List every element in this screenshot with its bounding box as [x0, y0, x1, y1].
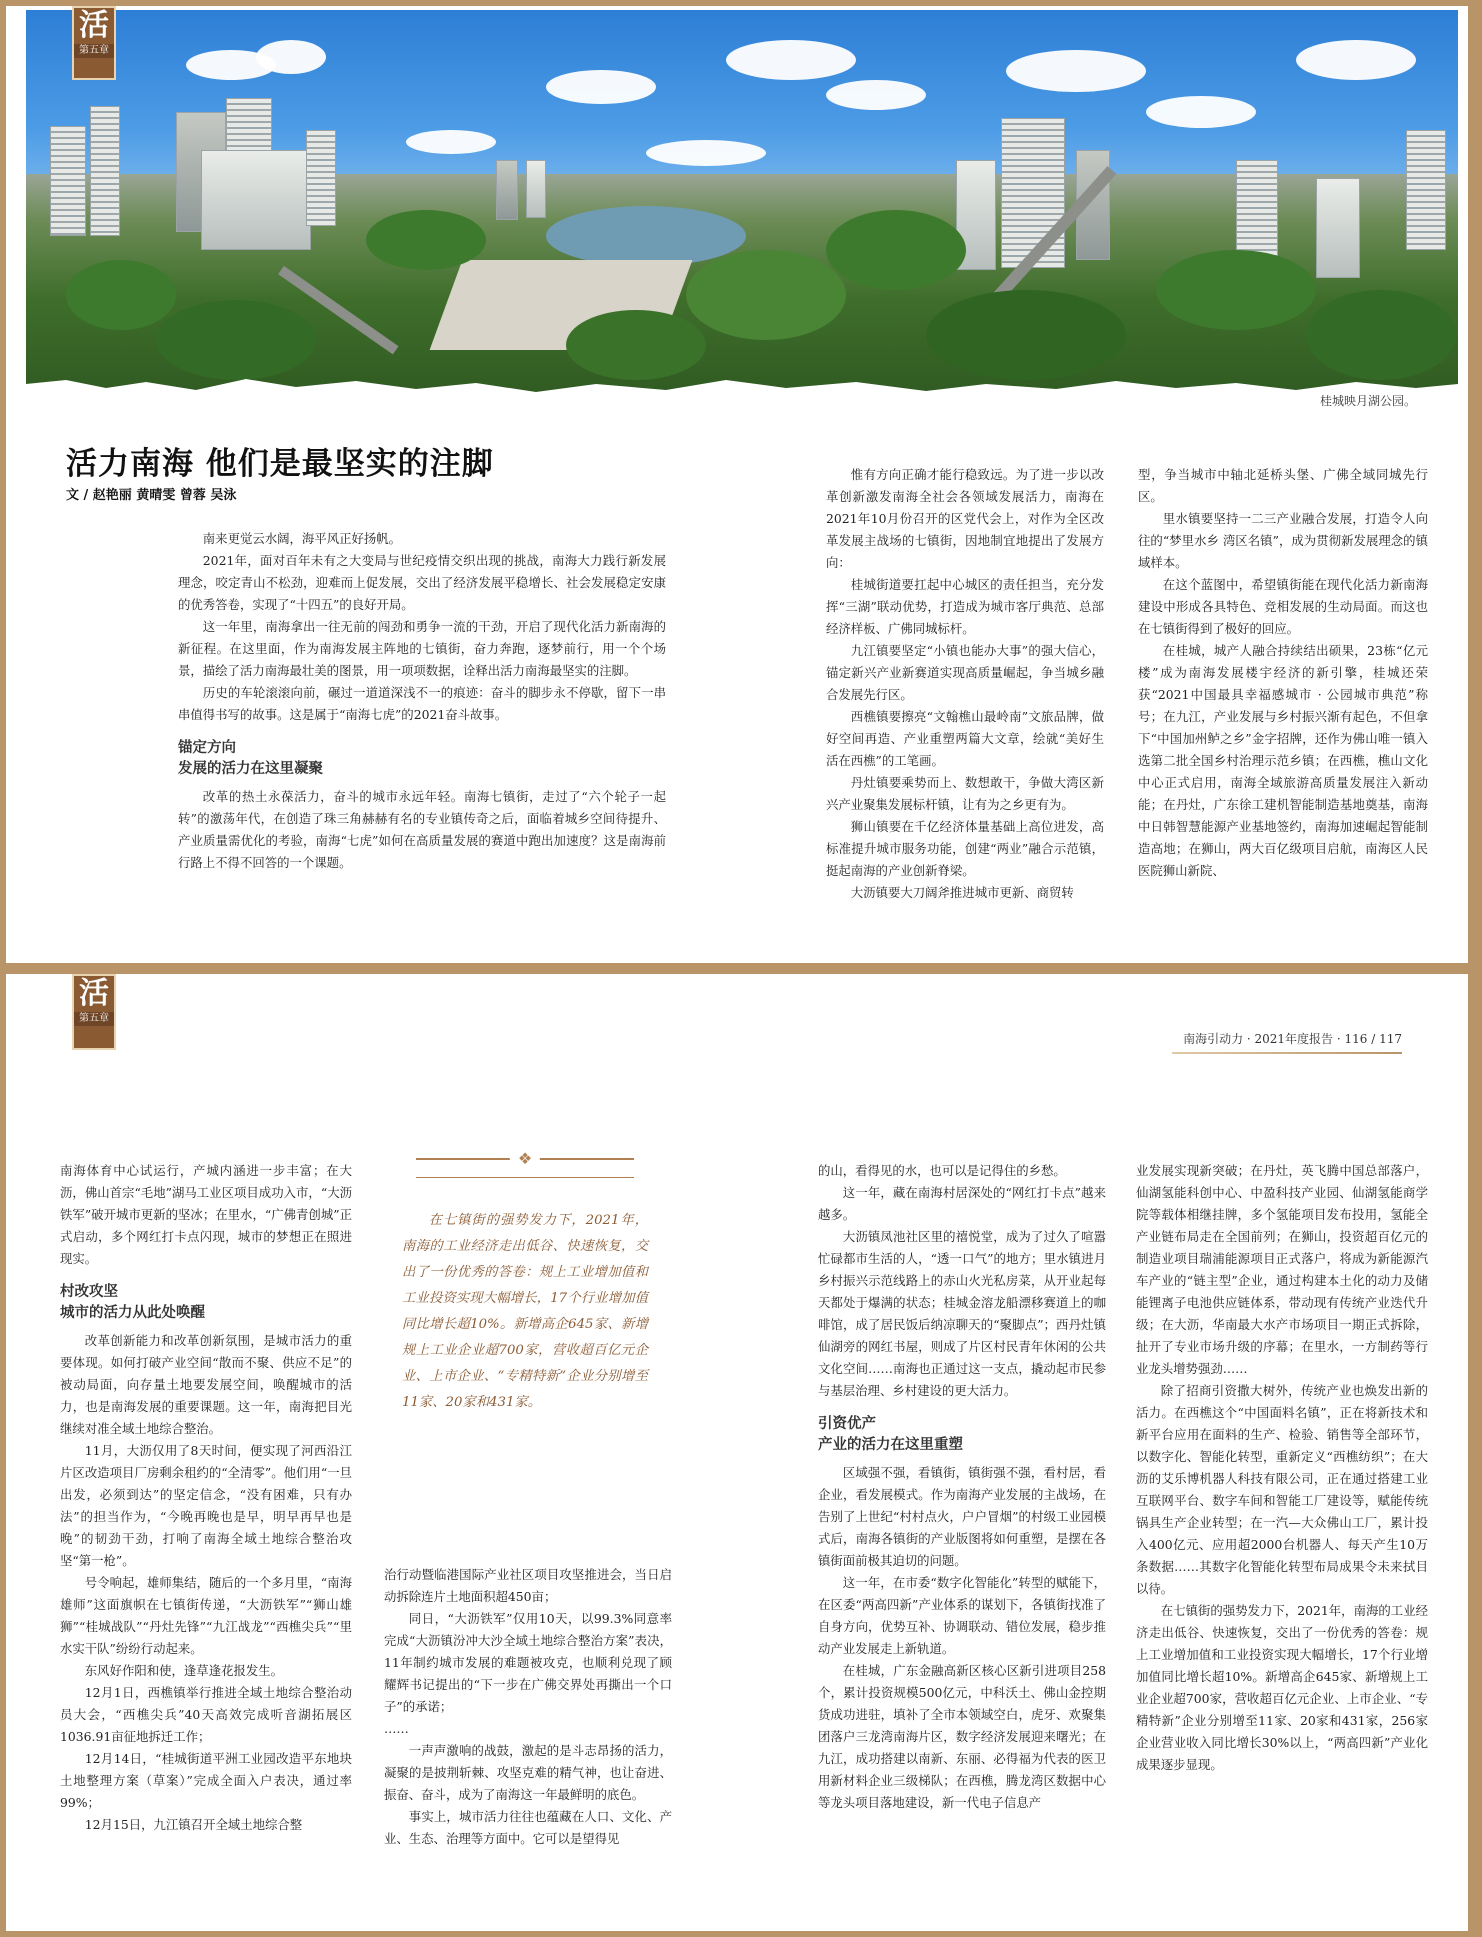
paragraph: 改革创新能力和改革创新氛围，是城市活力的重要体现。如何打破产业空间“散而不聚、供应不足”的被动局面，向存量土地要发展空间，唤醒城市的活力，也是南海发展的重要课题。这一年，南海把目光继续对准全域土地综合整治。	[60, 1333, 352, 1436]
paragraph: 业发展实现新突破；在丹灶，英飞腾中国总部落户，仙湖氢能科创中心、中盈科技产业园、仙湖氢能商学院等载体相继挂牌，多个氢能项目发布投用，氢能全产业链布局走在全国前列；在狮山，投资超百亿元的制造业项目瑞浦能源项目正式落户，将成为新能源汽车产业的“链主型”企业，通过构建本土化的动力及储能锂离子电池供应链体系，带动现有传统产业迭代升级；在大沥，华南最大水产市场项目一期正式拆除，扯开了专业市场升级的序幕；在里水，一方制药等行业龙头增势强劲……	[1136, 1163, 1428, 1376]
paragraph: 除了招商引资撒大树外，传统产业也焕发出新的活力。在西樵这个“中国面料名镇”，正在将新技术和新平台应用在面料的生产、检验、销售等全部环节，以数字化、智能化转型，重新定义“西樵纺织”；在大沥的艾乐博机器人科技有限公司，正在通过搭建工业互联网平台、数字车间和智能工厂建设等，赋能传统锅具生产企业转型；在一汽—大众佛山工厂，累计投入400亿元、应用超2000台机器人、每天产生10万条数据……其数字化智能化转型布局成果令未来拭目以待。	[1136, 1383, 1428, 1596]
paragraph: 丹灶镇要乘势而上、数想敢干，争做大湾区新兴产业聚集发展标杆镇，让有为之乡更有为。	[826, 775, 1104, 812]
article-title: 活力南海 他们是最坚实的注脚	[66, 446, 494, 482]
badge-glyph: 活	[79, 8, 109, 43]
section-heading	[60, 1282, 352, 1324]
paragraph: 在桂城，广东金融高新区核心区新引进项目258个，累计投资规模500亿元，中科沃土、佛山金控期货成功进驻，填补了全市本领域空白，虎牙、欢聚集团落户三龙湾南海片区，数字经济发展迎来曙光；在九江，成功搭建以南新、东丽、必得福为代表的医卫用新材料企业三级梯队；在西樵，腾龙湾区数据中心等龙头项目落地建设，新一代电子信息产	[818, 1663, 1106, 1810]
paragraph: 惟有方向正确才能行稳致远。为了进一步以改革创新激发南海全社会各领域发展活力，南海在2021年10月份召开的区党代会上，对作为全区改革发展主战场的七镇街，因地制宜地提出了发展方向：	[826, 467, 1104, 570]
paragraph: 在桂城，城产人融合持续结出硕果，23栋“亿元楼”成为南海发展楼宇经济的新引擎，桂城还荣获“2021中国最具幸福感城市 · 公园城市典范”称号；在九江，产业发展与乡村振兴渐有起色，不但拿下“中国加州鲈之乡”金字招牌，还作为佛山唯一镇入选第二批全国乡村治理示范乡镇；在西樵，樵山文化中心正式启用，南海全域旅游高质量发展注入新动能；在丹灶，广东徐工建机智能制造基地奠基，南海中日韩智慧能源产业基地签约，南海加速崛起智能制造高地；在狮山，两大百亿级项目启航，南海区人民医院狮山新院、	[1138, 643, 1428, 878]
paragraph: 同日，“大沥铁军”仅用10天，以99.3%同意率完成“大沥镇汾冲大沙全域土地综合整治方案”表决，11年制约城市发展的难题被攻克，也顺利兑现了顾耀辉书记提出的“下一步在广佛交界处再撕出一个口子”的承诺；	[384, 1611, 672, 1714]
paragraph: 11月，大沥仅用了8天时间，便实现了河西沿江片区改造项目厂房剩余租约的“全清零”。他们用“一旦出发，必须到达”的坚定信念，“没有困难，只有办法”的担当作为，“今晚再晚也是早，明早再早也是晚”的韧劲干劲，打响了南海全域土地综合整治攻坚“第一枪”。	[60, 1443, 352, 1568]
section-heading-line-2: 产业的活力在这里重塑	[818, 1437, 963, 1453]
top-column-1	[178, 528, 666, 874]
paragraph: 这一年，藏在南海村居深处的“网红打卡点”越来越多。	[818, 1185, 1106, 1222]
paragraph: 在这个蓝图中，希望镇街能在现代化活力新南海建设中形成各具特色、竞相发展的生动局面。而这也在七镇街得到了极好的回应。	[1138, 577, 1428, 636]
section-heading	[178, 738, 666, 780]
badge-sub: 第五章	[74, 1012, 114, 1026]
badge-sub: 第五章	[74, 44, 114, 58]
paragraph: 治行动暨临港国际产业社区项目攻坚推进会，当日启动拆除连片土地面积超450亩；	[384, 1567, 672, 1604]
paragraph: 桂城街道要扛起中心城区的责任担当，充分发挥“三湖”联动优势，打造成为城市客厅典范、总部经济样板、广佛同城标杆。	[826, 577, 1104, 636]
paragraph: 这一年里，南海拿出一往无前的闯劲和勇争一流的干劲，开启了现代化活力新南海的新征程。在这里面，作为南海发展主阵地的七镇街，奋力奔跑，逐梦前行，用一个个场景，描绘了活力南海最壮美的图景，用一项项数据，诠释出活力南海最坚实的注脚。	[178, 619, 666, 678]
quote-text: 在七镇街的强势发力下，2021年，南海的工业经济走出低谷、快速恢复，交出了一份优秀的答卷：规上工业增加值和工业投资实现大幅增长，17个行业增加值同比增长超10%。新增高企645家、新增规上工业企业超700家，营收超百亿元企业、上市企业、“专精特新”企业分别增至11家、20家和431家。	[402, 1213, 648, 1410]
paragraph: 九江镇要坚定“小镇也能办大事”的强大信心，锚定新兴产业新赛道实现高质量崛起，争当城乡融合发展先行区。	[826, 643, 1104, 702]
bottom-column-4	[1136, 1160, 1428, 1776]
section-heading-line-1: 村改攻坚	[60, 1284, 118, 1300]
paragraph: 改革的热土永葆活力，奋斗的城市永远年轻。南海七镇街，走过了“六个轮子一起转”的激荡年代，在创造了珠三角赫赫有名的专业镇传奇之后，面临着城乡空间待提升、产业质量需优化的考验，南海“七虎”如何在高质量发展的赛道中跑出加速度？这是南海前行路上不得不回答的一个课题。	[178, 789, 666, 870]
section-heading	[818, 1414, 1106, 1456]
spread-page-top	[6, 6, 1468, 963]
paragraph: 12月15日，九江镇召开全域土地综合整	[84, 1817, 303, 1832]
quote-ornament: ❖	[416, 1158, 634, 1178]
chapter-badge	[72, 974, 116, 1050]
hero-photo	[26, 10, 1458, 400]
paragraph: 一声声激响的战鼓，激起的是斗志昂扬的活力，凝聚的是披荆斩棘、攻坚克难的精气神，也让奋进、振奋、奋斗，成为了南海这一年最鲜明的底色。	[384, 1743, 672, 1802]
paragraph: 大沥镇凤池社区里的禧悦堂，成为了过久了喧嚣忙碌都市生活的人，“透一口气”的地方；里水镇进月乡村振兴示范线路上的赤山火光私房菜，从开业起每天都处于爆满的状态；桂城金溶龙船漂移赛道上的咖啡馆，成了居民饭后纳凉聊天的“聚脚点”；西丹灶镇仙湖旁的网红书屋，则成了片区村民青年休闲的公共文化空间……南海也正通过这一支点，撬动起市民参与基层治理、乡村建设的更大活力。	[818, 1229, 1106, 1398]
paragraph: 2021年，面对百年未有之大变局与世纪疫情交织出现的挑战，南海大力践行新发展理念，咬定青山不松劲，迎难而上促发展，交出了经济发展平稳增长、社会发展稳定安康的优秀答卷，实现了“十四五”的良好开局。	[178, 553, 666, 612]
paragraph: 号令响起，雄师集结，随后的一个多月里，“南海雄师”这面旗帜在七镇街传递，“大沥铁军”“狮山雄狮”“桂城战队”“丹灶先锋”“九江战龙”“西樵尖兵”“里水实干队”纷纷行动起来。	[60, 1575, 352, 1656]
section-heading-line-1: 引资优产	[818, 1416, 876, 1432]
byline: 文 / 赵艳丽 黄晴雯 曾蓉 吴泳	[66, 488, 237, 503]
paragraph: 12月1日，西樵镇举行推进全域土地综合整治动员大会，“西樵尖兵”40天高效完成听音湖拓展区1036.91亩征地拆迁工作；	[60, 1685, 352, 1744]
section-heading-line-1: 锚定方向	[178, 740, 236, 756]
bottom-column-2	[384, 1564, 672, 1850]
paragraph: 型，争当城市中轴北延桥头堡、广佛全域同城先行区。	[1138, 467, 1428, 504]
photo-caption: 桂城映月湖公园。	[1319, 394, 1416, 408]
bottom-column-3	[818, 1160, 1106, 1814]
paragraph: 在七镇街的强势发力下，2021年，南海的工业经济走出低谷、快速恢复，交出了一份优秀的答卷：规上工业增加值和工业投资实现大幅增长，17个行业增加值同比增长超10%。新增高企645家、新增规上工业企业超700家，营收超百亿元企业、上市企业、“专精特新”企业分别增至11家、20家和431家，256家企业营业收入同比增长30%以上，“两高四新”产业化成果逐步显现。	[1136, 1603, 1428, 1772]
paragraph: 南海体育中心试运行，产城内涵进一步丰富；在大沥，佛山首宗“毛地”湖马工业区项目成功入市，“大沥铁军”破开城市更新的坚冰；在里水，“广佛青创城”正式启动，多个网红打卡点闪现，城市的梦想正在照进现实。	[60, 1163, 352, 1266]
section-heading-line-2: 发展的活力在这里凝聚	[178, 761, 323, 777]
paragraph: 这一年，在市委“数字化智能化”转型的赋能下，在区委“两高四新”产业体系的谋划下，各镇街找准了自身方向，优势互补、协调联动、错位发展，稳步推动产业发展走上新轨道。	[818, 1575, 1106, 1656]
paragraph: 大沥镇要大刀阔斧推进城市更新、商贸转	[850, 885, 1074, 900]
paragraph: 狮山镇要在千亿经济体量基础上高位进发，高标准提升城市服务功能，创建“两业”融合示范镇，挺起南海的产业创新脊梁。	[826, 819, 1104, 878]
paragraph: 区域强不强，看镇街，镇街强不强，看村居，看企业，看发展模式。作为南海产业发展的主战场，在告别了上世纪“村村点火，户户冒烟”的村级工业园模式后，南海各镇街的产业版图将如何重塑，是摆在各镇街面前极其迫切的问题。	[818, 1465, 1106, 1568]
spread-page-bottom	[6, 974, 1468, 1931]
header-rule	[1172, 1052, 1402, 1054]
paragraph: 东风好作阳和使，逢草逢花报发生。	[84, 1663, 284, 1678]
chapter-badge	[72, 6, 116, 80]
paragraph: ……	[384, 1721, 409, 1736]
paragraph: 的山，看得见的水，也可以是记得住的乡愁。	[818, 1163, 1066, 1178]
top-column-2	[826, 464, 1104, 904]
paragraph: 南来更觉云水阔，海平风正好扬帆。	[202, 531, 402, 546]
paragraph: 12月14日，“桂城街道平洲工业园改造平东地块土地整理方案（草案）”完成全面入户表决，通过率99%；	[60, 1751, 352, 1810]
section-heading-line-2: 城市的活力从此处唤醒	[60, 1305, 205, 1321]
top-column-3	[1138, 464, 1428, 882]
paragraph: 里水镇要坚持一二三产业融合发展，打造令人向往的“梦里水乡 湾区名镇”，成为贯彻新发展理念的镇域样本。	[1138, 511, 1428, 570]
paragraph: 历史的车轮滚滚向前，碾过一道道深浅不一的痕迹：奋斗的脚步永不停歇，留下一串串值得书写的故事。这是属于“南海七虎”的2021奋斗故事。	[178, 685, 666, 722]
paragraph: 事实上，城市活力往往也蕴藏在人口、文化、产业、生态、治理等方面中。它可以是望得见	[384, 1809, 672, 1846]
bottom-column-1	[60, 1160, 352, 1836]
badge-glyph: 活	[79, 976, 109, 1011]
pull-quote	[402, 1149, 648, 1598]
running-header: 南海引动力 · 2021年度报告 · 116 / 117	[1183, 1032, 1402, 1046]
paragraph: 西樵镇要擦亮“文翰樵山最岭南”文旅品牌，做好空间再造、产业重塑两篇大文章，绘就“美好生活在西樵”的工笔画。	[826, 709, 1104, 768]
